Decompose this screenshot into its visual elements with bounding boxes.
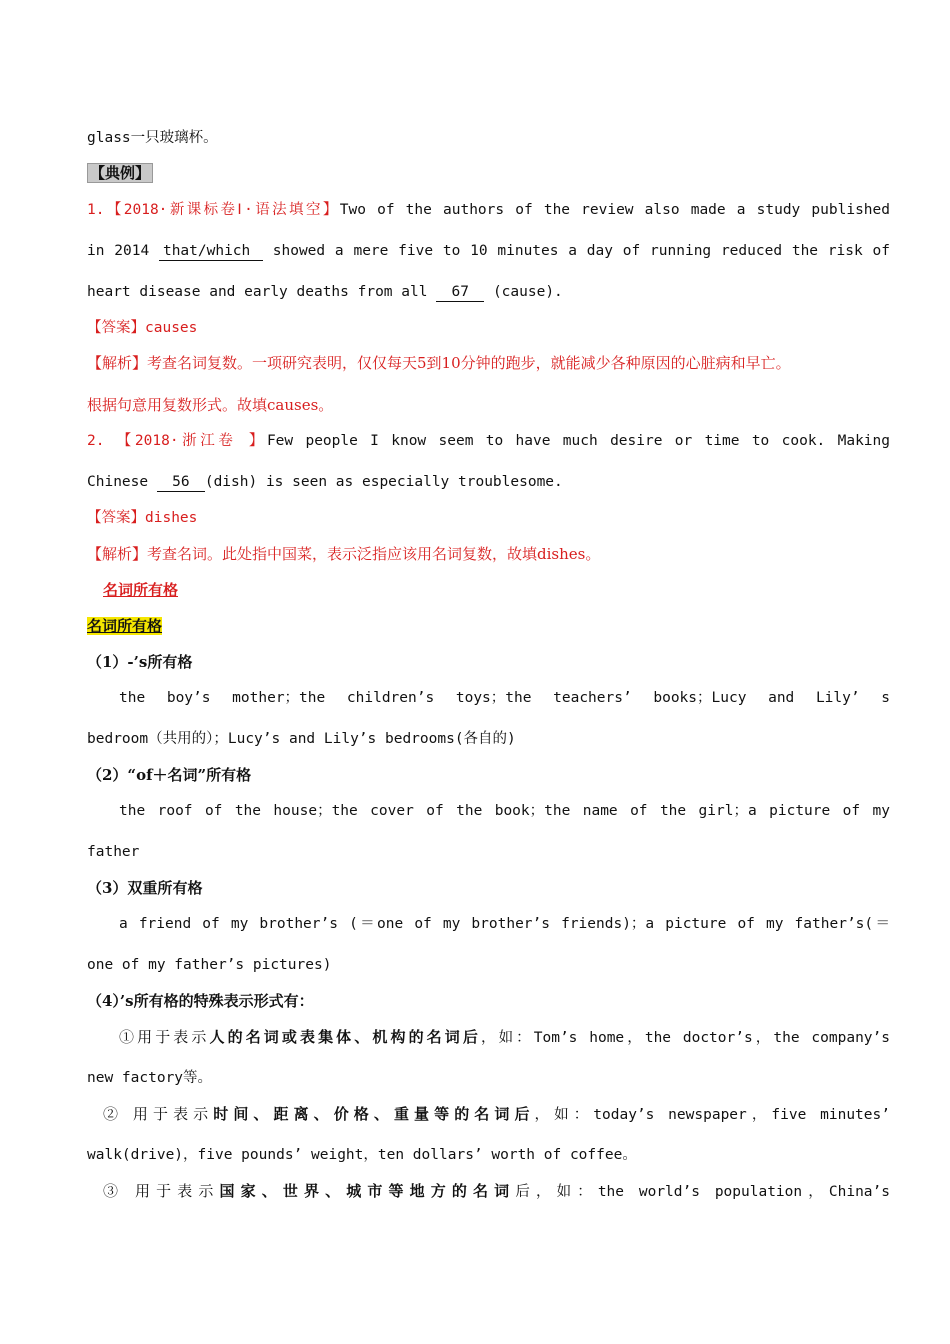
q2-analysis-label: 【解析】: [87, 545, 148, 563]
q2-analysis: [87, 544, 890, 564]
q2-answer: [87, 508, 890, 528]
q2-analysis-text: 考查名词。此处指中国菜，表示泛指应该用名词复数，故填dishes。: [147, 545, 601, 563]
q2-text-2a: Chinese: [87, 474, 149, 490]
s4-item-1-line-2: new factory等。: [87, 1070, 213, 1086]
s4-title: （4）’s所有格的特殊表示形式有：: [87, 992, 314, 1010]
s4-item-2: [87, 1104, 890, 1125]
q1-line-2: [87, 241, 890, 261]
s4-i1-post: ，如：Tom’s home，the doctor’s，the company’s: [480, 1030, 890, 1046]
example-header-line: [87, 163, 890, 183]
q1-analysis-2: 根据句意用复数形式。故填causes。: [87, 396, 334, 414]
q2-source: 2. 【2018·浙江卷 】: [87, 433, 267, 449]
heading-red: 名词所有格: [103, 581, 179, 599]
s3-ex-2: one of my father’s pictures): [87, 957, 332, 973]
intro-zh: 一只玻璃杯。: [130, 130, 218, 146]
intro-line: [87, 128, 890, 148]
q2-line-1: [87, 431, 890, 451]
s4-i2-pre: ② 用于表示: [103, 1105, 214, 1123]
s2-ex-2: father: [87, 844, 140, 860]
q2-answer-value: dishes: [145, 510, 198, 526]
s4-i2-bold: 时间、距离、价格、重量等的名词后: [213, 1105, 535, 1123]
q2-blank: 56: [157, 474, 205, 492]
s4-item-3: [87, 1181, 890, 1202]
s2-ex-1: the roof of the house；the cover of the book；the name of the girl；a picture of my: [119, 803, 890, 819]
q1-text-2b: showed a mere five to 10 minutes a day of running reduced the risk of: [272, 243, 890, 259]
q1-text-1: Two of the authors of the review also made a study published: [339, 202, 890, 218]
q1-answer-label: 【答案】: [87, 320, 145, 336]
heading-yellow: 名词所有格: [87, 617, 163, 635]
q1-line-1: [87, 200, 890, 220]
q2-answer-label: 【答案】: [87, 510, 145, 526]
heading-red-line: [103, 580, 890, 600]
q2-line-2: [87, 472, 890, 492]
example-header: 【典例】: [87, 163, 153, 183]
q1-text-3b: (cause).: [492, 284, 563, 300]
s4-i3-pre: ③ 用于表示: [103, 1182, 220, 1200]
heading-yellow-line: [87, 616, 890, 636]
s4-i1-bold: 人的名词或表集体、机构的名词后: [209, 1028, 481, 1046]
intro-en: glass: [87, 130, 131, 146]
s4-i2-post: ，如：today’s newspaper，five minutes’: [534, 1107, 890, 1123]
q1-analysis-1: [87, 353, 890, 373]
q2-text-2b: (dish) is seen as especially troublesome.: [204, 474, 563, 490]
q1-text-2a: in 2014: [87, 243, 150, 259]
s4-i3-post: 后，如：the world’s population，China’s: [515, 1184, 890, 1200]
q1-analysis-label: 【解析】: [87, 354, 148, 372]
q1-text-3a: heart disease and early deaths from all: [87, 284, 428, 300]
q1-answer: [87, 318, 890, 338]
q1-blank-1: that/which: [159, 243, 263, 261]
s4-i3-bold: 国家、世界、城市等地方的名词: [219, 1182, 516, 1200]
s3-ex-1: a friend of my brother’s (＝one of my brother’s friends)；a picture of my father’s(＝: [119, 916, 890, 932]
s4-item-2-line-2: walk(drive)，five pounds’ weight，ten dollars’ worth of coffee。: [87, 1147, 637, 1163]
q2-text-1: Few people I know seem to have much desire or time to cook. Making: [266, 433, 890, 449]
q1-answer-value: causes: [145, 320, 198, 336]
q1-line-3: [87, 282, 890, 302]
q1-blank-2: 67: [436, 284, 484, 302]
s4-item-1: [87, 1027, 890, 1048]
s1-ex-1: the boy’s mother；the children’s toys；the teachers’ books；Lucy and Lily’ s: [119, 690, 890, 706]
s3-title: （3）双重所有格: [87, 879, 203, 897]
q1-source: 1.【2018·新课标卷Ⅰ·语法填空】: [87, 202, 340, 218]
s1-title: （1）-’s所有格: [87, 653, 193, 671]
s1-ex-2: bedroom（共用的）；Lucy’s and Lily’s bedrooms(各自的): [87, 731, 516, 747]
s4-i1-pre: ①用于表示: [119, 1028, 210, 1046]
s2-title: （2）“of＋名词”所有格: [87, 766, 252, 784]
q1-analysis-text-1: 考查名词复数。一项研究表明，仅仅每天5到10分钟的跑步，就能减少各种原因的心脏病和早亡。: [147, 354, 791, 372]
